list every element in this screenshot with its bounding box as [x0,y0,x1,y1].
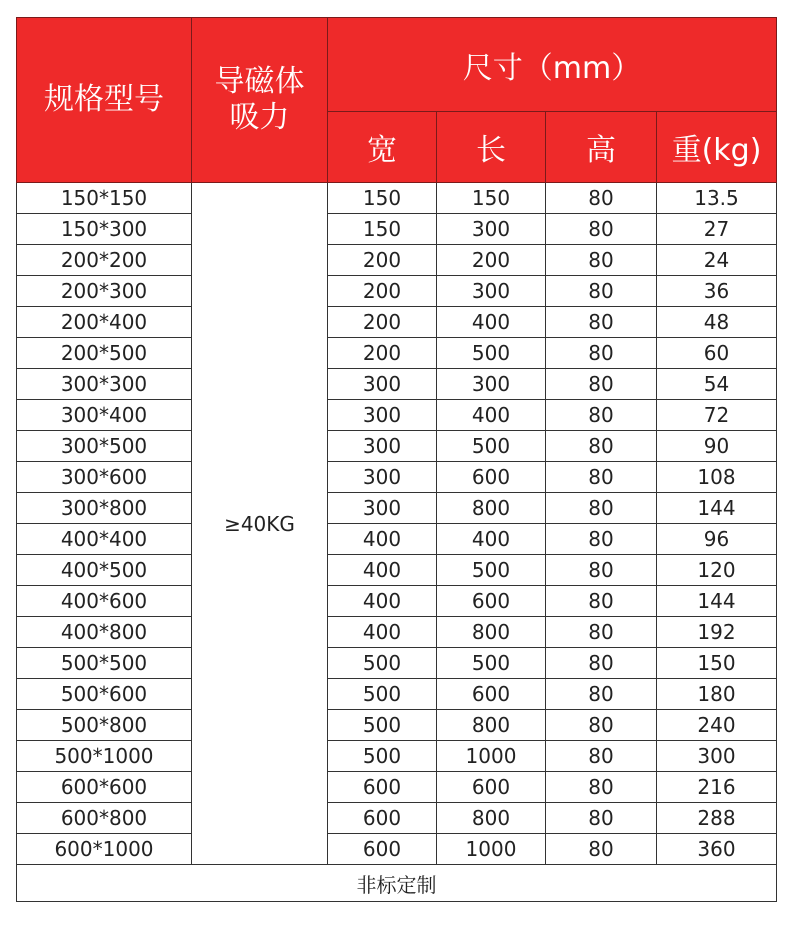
spec-table [16,17,777,902]
cell-height: 80 [546,648,657,679]
table-row [17,276,777,307]
cell-length: 800 [437,617,546,648]
table-row [17,648,777,679]
cell-weight: 24 [657,245,777,276]
table-body [17,183,777,865]
cell-model: 200*200 [17,245,192,276]
cell-width: 300 [328,493,437,524]
cell-length: 400 [437,400,546,431]
footer-row [17,865,777,902]
table-row [17,183,777,214]
cell-weight: 288 [657,803,777,834]
cell-model: 150*150 [17,183,192,214]
cell-length: 1000 [437,741,546,772]
cell-height: 80 [546,772,657,803]
cell-weight: 72 [657,400,777,431]
cell-weight: 90 [657,431,777,462]
cell-model: 400*800 [17,617,192,648]
cell-width: 500 [328,648,437,679]
cell-height: 80 [546,679,657,710]
cell-height: 80 [546,338,657,369]
cell-weight: 150 [657,648,777,679]
header-weight: 重(kg) [657,112,777,183]
cell-weight: 300 [657,741,777,772]
cell-width: 500 [328,741,437,772]
cell-model: 300*300 [17,369,192,400]
table-row [17,493,777,524]
cell-height: 80 [546,803,657,834]
cell-weight: 216 [657,772,777,803]
cell-model: 300*800 [17,493,192,524]
cell-height: 80 [546,307,657,338]
cell-model: 400*500 [17,555,192,586]
header-magnetic-force [192,18,328,183]
table-row [17,803,777,834]
table-row [17,462,777,493]
footer-note: 非标定制 [17,865,777,902]
table-row [17,710,777,741]
cell-model: 300*500 [17,431,192,462]
cell-length: 300 [437,369,546,400]
cell-model: 600*1000 [17,834,192,865]
cell-height: 80 [546,524,657,555]
cell-length: 600 [437,586,546,617]
cell-weight: 54 [657,369,777,400]
cell-weight: 192 [657,617,777,648]
cell-model: 500*800 [17,710,192,741]
cell-length: 500 [437,338,546,369]
header-width: 宽 [328,112,437,183]
table-row [17,679,777,710]
cell-length: 800 [437,803,546,834]
cell-height: 80 [546,183,657,214]
table-row [17,245,777,276]
cell-weight: 13.5 [657,183,777,214]
cell-height: 80 [546,741,657,772]
cell-width: 200 [328,307,437,338]
table-row [17,834,777,865]
cell-width: 400 [328,586,437,617]
cell-width: 300 [328,462,437,493]
cell-height: 80 [546,400,657,431]
cell-height: 80 [546,369,657,400]
cell-weight: 120 [657,555,777,586]
cell-model: 200*400 [17,307,192,338]
cell-length: 150 [437,183,546,214]
cell-weight: 240 [657,710,777,741]
header-magnetic-force-line2: 吸力 [229,100,290,135]
cell-weight: 144 [657,493,777,524]
cell-height: 80 [546,555,657,586]
cell-width: 150 [328,183,437,214]
cell-length: 1000 [437,834,546,865]
cell-model: 500*600 [17,679,192,710]
cell-length: 600 [437,679,546,710]
table-row [17,431,777,462]
cell-weight: 144 [657,586,777,617]
cell-height: 80 [546,834,657,865]
cell-length: 500 [437,555,546,586]
cell-model: 600*800 [17,803,192,834]
cell-height: 80 [546,617,657,648]
cell-model: 600*600 [17,772,192,803]
table-row [17,741,777,772]
table-row [17,338,777,369]
cell-width: 200 [328,245,437,276]
cell-width: 500 [328,710,437,741]
cell-width: 400 [328,617,437,648]
cell-height: 80 [546,431,657,462]
cell-model: 300*600 [17,462,192,493]
header-model: 规格型号 [17,18,192,183]
cell-width: 500 [328,679,437,710]
cell-model: 200*500 [17,338,192,369]
cell-width: 400 [328,524,437,555]
cell-magnetic-force: ≥40KG [192,183,328,865]
cell-length: 400 [437,524,546,555]
cell-width: 200 [328,338,437,369]
cell-width: 150 [328,214,437,245]
cell-model: 400*600 [17,586,192,617]
cell-length: 800 [437,493,546,524]
cell-length: 300 [437,276,546,307]
cell-weight: 96 [657,524,777,555]
cell-length: 600 [437,462,546,493]
cell-width: 200 [328,276,437,307]
cell-model: 500*500 [17,648,192,679]
cell-weight: 360 [657,834,777,865]
table-row [17,617,777,648]
table-row [17,586,777,617]
cell-model: 400*400 [17,524,192,555]
cell-height: 80 [546,214,657,245]
cell-height: 80 [546,710,657,741]
header-magnetic-force-line1: 导磁体 [214,64,305,99]
cell-width: 400 [328,555,437,586]
cell-width: 300 [328,369,437,400]
header-size-group: 尺寸（mm） [328,18,777,112]
cell-width: 600 [328,772,437,803]
cell-height: 80 [546,245,657,276]
cell-model: 150*300 [17,214,192,245]
cell-model: 500*1000 [17,741,192,772]
cell-length: 500 [437,431,546,462]
header-length: 长 [437,112,546,183]
cell-length: 600 [437,772,546,803]
cell-weight: 180 [657,679,777,710]
cell-width: 600 [328,834,437,865]
cell-height: 80 [546,276,657,307]
cell-length: 800 [437,710,546,741]
cell-width: 300 [328,431,437,462]
table-row [17,307,777,338]
cell-height: 80 [546,462,657,493]
cell-weight: 27 [657,214,777,245]
table-row [17,214,777,245]
header-row-top [17,18,777,112]
header-height: 高 [546,112,657,183]
cell-length: 400 [437,307,546,338]
cell-height: 80 [546,586,657,617]
cell-length: 200 [437,245,546,276]
cell-model: 200*300 [17,276,192,307]
table-row [17,555,777,586]
cell-weight: 36 [657,276,777,307]
cell-model: 300*400 [17,400,192,431]
table-row [17,369,777,400]
table-row [17,524,777,555]
cell-width: 600 [328,803,437,834]
cell-weight: 108 [657,462,777,493]
cell-weight: 60 [657,338,777,369]
cell-width: 300 [328,400,437,431]
cell-weight: 48 [657,307,777,338]
cell-height: 80 [546,493,657,524]
table-row [17,400,777,431]
cell-length: 300 [437,214,546,245]
table-row [17,772,777,803]
cell-length: 500 [437,648,546,679]
